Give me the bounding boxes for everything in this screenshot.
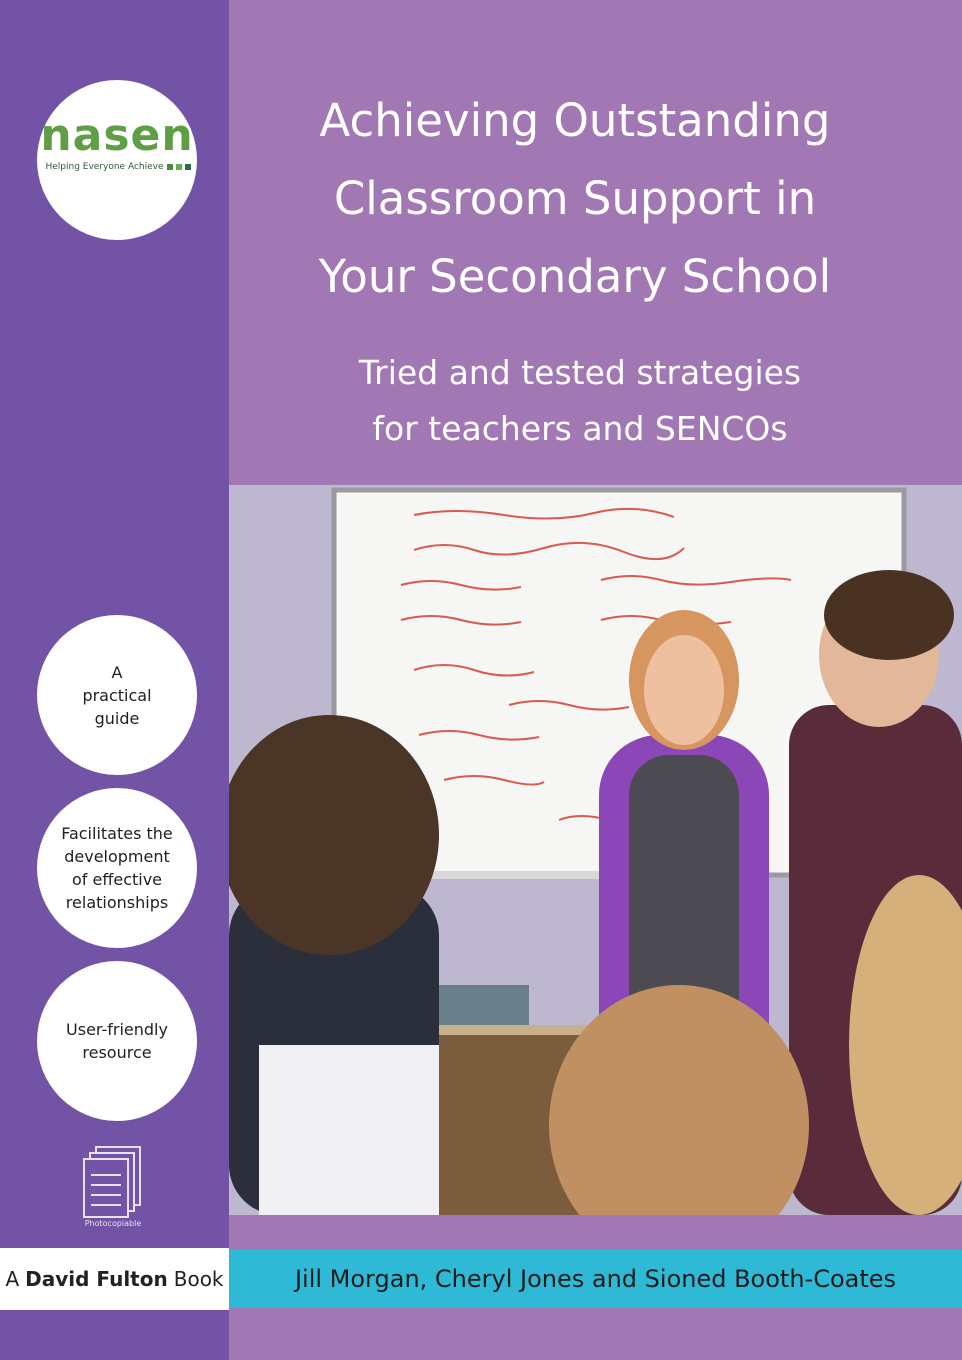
authors-bar — [229, 1250, 962, 1308]
logo-tagline: Helping Everyone Achieve — [45, 162, 164, 172]
logo-square-icon — [185, 164, 191, 170]
feature-badge — [37, 961, 197, 1121]
logo-wordmark: nasen — [40, 110, 194, 161]
feature-text: User-friendly resource — [66, 1020, 168, 1062]
publisher-name: David Fulton — [25, 1267, 168, 1291]
nasen-logo — [37, 80, 197, 240]
photocopiable-icon — [82, 1145, 144, 1230]
photocopiable-label: Photocopiable — [84, 1219, 142, 1228]
logo-square-icon — [167, 164, 173, 170]
title-line: Your Secondary School — [318, 250, 832, 303]
logo-square-icon — [176, 164, 182, 170]
feature-text: A practical guide — [82, 662, 152, 728]
feature-text: Facilitates the development of effective relationships — [61, 824, 173, 912]
subtitle-line: Tried and tested strategies — [358, 353, 802, 392]
feature-badge — [37, 615, 197, 775]
title-line: Classroom Support in — [333, 172, 817, 225]
publisher-imprint — [0, 1248, 229, 1310]
book-title — [240, 82, 910, 316]
cover-photo-classroom — [229, 485, 962, 1215]
book-subtitle — [250, 345, 910, 457]
publisher-prefix: A — [5, 1267, 20, 1291]
title-line: Achieving Outstanding — [319, 94, 831, 147]
subtitle-line: for teachers and SENCOs — [372, 409, 788, 448]
logo-tagline-row — [43, 162, 193, 172]
book-authors: Jill Morgan, Cheryl Jones and Sioned Booth-Coates — [294, 1265, 897, 1293]
feature-badge — [37, 788, 197, 948]
publisher-suffix: Book — [173, 1267, 224, 1291]
